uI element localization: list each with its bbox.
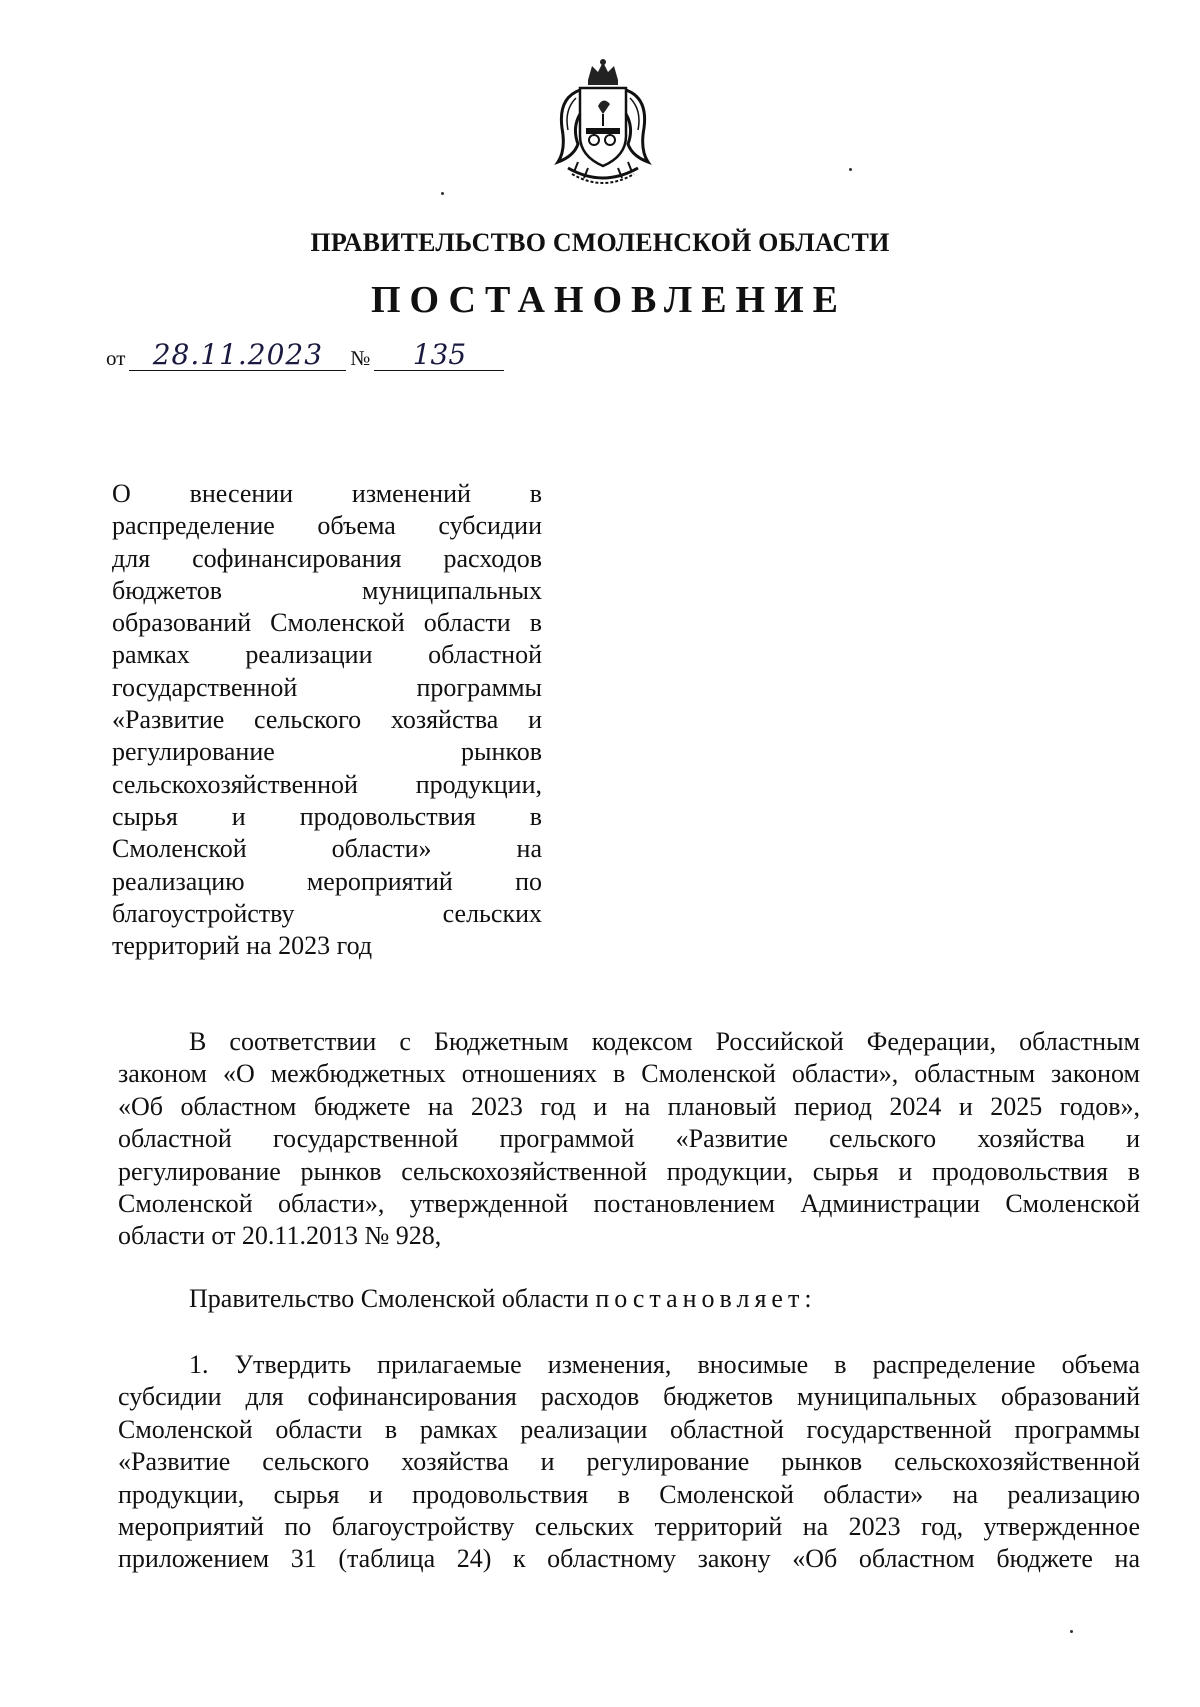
preamble-line: В соответствии с Бюджетным кодексом Российской Федерации, областным xyxy=(189,1027,1140,1056)
subject-line: сельскохозяйственной продукции, xyxy=(112,769,542,799)
subject-line: рамках реализации областной xyxy=(112,640,542,670)
document-type-title: ПОСТАНОВЛЕНИЕ xyxy=(370,279,848,321)
subject-line: благоустройству сельских xyxy=(112,898,542,928)
handwritten-number: 135 xyxy=(374,340,504,371)
preamble-line: области от 20.11.2013 № 928, xyxy=(118,1221,442,1251)
subject-line: регулирование рынков xyxy=(112,737,542,767)
handwritten-date: 28.11.2023 xyxy=(129,340,346,371)
preamble-line: Смоленской области», утвержденной постановлением Администрации Смоленской xyxy=(118,1189,1140,1219)
number-label: № xyxy=(350,346,371,370)
preamble-line: законом «О межбюджетных отношениях в Смоленской области», областным законом xyxy=(118,1059,1140,1089)
organization-name: ПРАВИТЕЛЬСТВО СМОЛЕНСКОЙ ОБЛАСТИ xyxy=(310,228,890,257)
scan-speck xyxy=(441,192,444,195)
preamble-line: областной государственной программой «Развитие сельского хозяйства и xyxy=(118,1124,1140,1154)
item-1-line: «Развитие сельского хозяйства и регулирование рынков сельскохозяйственной xyxy=(118,1447,1140,1477)
preamble-line: «Об областном бюджете на 2023 год и на плановый период 2024 и 2025 годов», xyxy=(118,1091,1140,1121)
subject-line: «Развитие сельского хозяйства и xyxy=(112,705,542,735)
preamble-paragraph xyxy=(118,1026,1140,1253)
item-1-line: Смоленской области в рамках реализации областной государственной программы xyxy=(118,1414,1140,1444)
subject-line: для софинансирования расходов xyxy=(112,543,542,573)
date-number-line xyxy=(106,340,504,371)
item-1-line: 1. Утвердить прилагаемые изменения, вносимые в распределение объема xyxy=(189,1350,1140,1379)
subject-line: бюджетов муниципальных xyxy=(112,575,542,605)
smolensk-coat-of-arms-icon xyxy=(548,58,658,190)
item-1-paragraph xyxy=(118,1349,1140,1576)
item-1-line: приложением 31 (таблица 24) к областному закону «Об областном бюджете на xyxy=(118,1544,1140,1574)
scan-speck xyxy=(1070,1630,1073,1633)
date-label: от xyxy=(106,346,126,370)
subject-line: сырья и продовольствия в xyxy=(112,801,542,831)
subject-block xyxy=(112,478,542,962)
decree-verb: постановляет: xyxy=(595,1284,817,1313)
subject-line: государственной программы xyxy=(112,672,542,702)
decree-text: Правительство Смоленской области xyxy=(189,1284,589,1313)
subject-line: реализацию мероприятий по xyxy=(112,866,542,896)
item-1-line: мероприятий по благоустройству сельских территорий на 2023 год, утвержденное xyxy=(118,1512,1140,1542)
subject-line: распределение объема субсидии xyxy=(112,511,542,541)
item-1-line: продукции, сырья и продовольствия в Смоленской области» на реализацию xyxy=(118,1479,1140,1509)
decree-line xyxy=(189,1284,817,1314)
scan-speck xyxy=(849,168,852,171)
preamble-line: регулирование рынков сельскохозяйственной продукции, сырья и продовольствия в xyxy=(118,1156,1140,1186)
subject-line: территорий на 2023 год xyxy=(112,931,373,961)
subject-line: образований Смоленской области в xyxy=(112,608,542,638)
item-1-line: субсидии для софинансирования расходов бюджетов муниципальных образований xyxy=(118,1382,1140,1412)
subject-line: Смоленской области» на xyxy=(112,834,542,864)
subject-line: О внесении изменений в xyxy=(112,479,542,508)
